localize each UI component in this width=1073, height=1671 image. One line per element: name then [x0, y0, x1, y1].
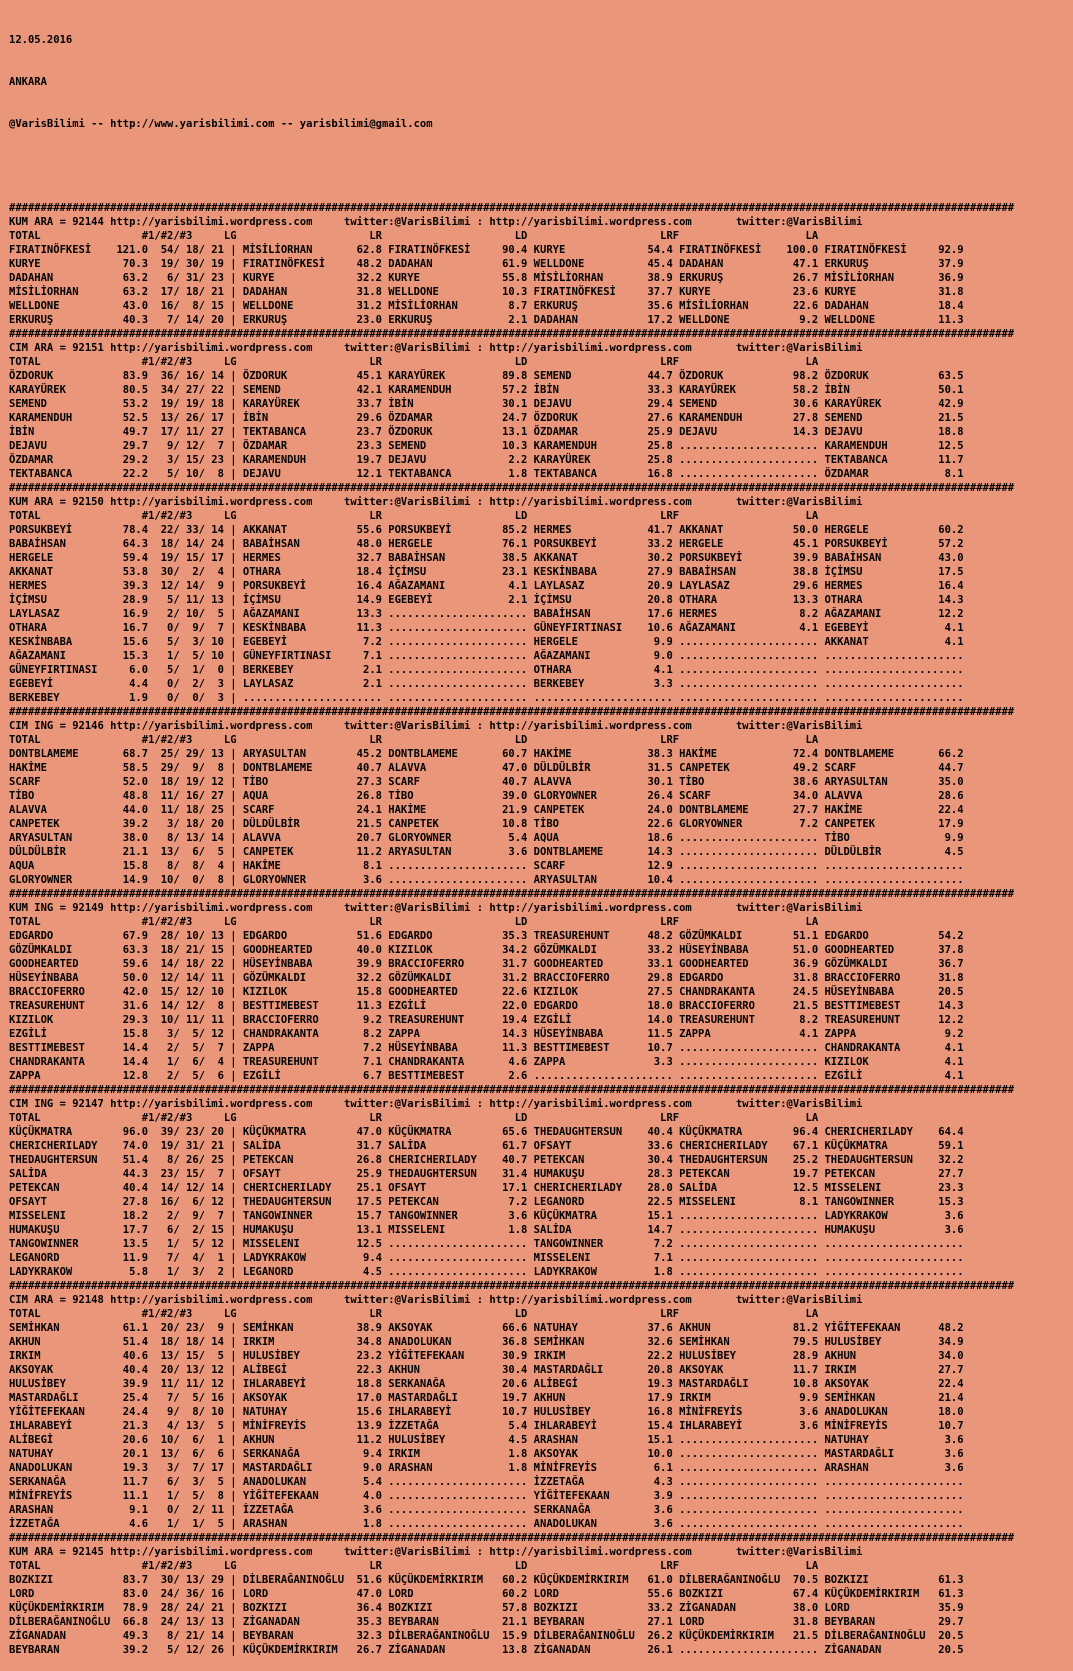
- table-row: ÖZDAMAR 29.2 3/ 15/ 23 | KARAMENDUH 19.7 DEJAVU 2.2 KARAYÜREK 25.8 ...................... TEKTABANCA 11.7: [9, 454, 964, 466]
- column-header-row: TOTAL #1/#2/#3 LG LR LD LRF LA: [9, 1112, 819, 1124]
- race-stats-document: [9, 5, 1014, 1671]
- table-row: IHLARABEYİ 21.3 4/ 13/ 5 | MİNİFREYİS 13.9 İZZETAĞA 5.4 IHLARABEYİ 15.4 IHLARABEYİ 3.6 MİNİFREYİS 10.7: [9, 1420, 964, 1432]
- table-row: ERKURUŞ 40.3 7/ 14/ 20 | ERKURUŞ 23.0 ERKURUŞ 2.1 DADAHAN 17.2 WELLDONE 9.2 WELLDONE 11.3: [9, 314, 964, 326]
- table-row: LADYKRAKOW 5.8 1/ 3/ 2 | LEGANORD 4.5 ...................... LADYKRAKOW 1.8 ...................... ......................: [9, 1266, 964, 1278]
- table-row: GÖZÜMKALDI 63.3 18/ 21/ 15 | GOODHEARTED 40.0 KIZILOK 34.2 GÖZÜMKALDI 33.2 HÜSEYİNBABA 51.0 GOODHEARTED 37.8: [9, 944, 964, 956]
- column-header-row: TOTAL #1/#2/#3 LG LR LD LRF LA: [9, 1308, 819, 1320]
- table-row: İÇİMSU 28.9 5/ 11/ 13 | İÇİMSU 14.9 EGEBEYİ 2.1 İÇİMSU 20.8 OTHARA 13.3 OTHARA 14.3: [9, 594, 964, 606]
- race-block: [9, 705, 1014, 887]
- table-row: GOODHEARTED 59.6 14/ 18/ 22 | HÜSEYİNBABA 39.9 BRACCIOFERRO 31.7 GOODHEARTED 33.1 GOODHEARTED 36.9 GÖZÜMKALDI 36.7: [9, 958, 964, 970]
- race-title-line: KUM ING = 92149 http://yarisbilimi.wordpress.com twitter:@VarisBilimi : http://yarisbilimi.wordpress.com twitter:@VarisBilimi: [9, 902, 863, 914]
- table-row: MISSELENI 18.2 2/ 9/ 7 | TANGOWINNER 15.7 TANGOWINNER 3.6 KÜÇÜKMATRA 15.1 ...................... LADYKRAKOW 3.6: [9, 1210, 964, 1222]
- race-block: [9, 327, 1014, 481]
- table-row: HERMES 39.3 12/ 14/ 9 | PORSUKBEYİ 16.4 AĞAZAMANI 4.1 LAYLASAZ 20.9 LAYLASAZ 29.6 HERMES 16.4: [9, 580, 964, 592]
- race-blocks: [9, 201, 1014, 1657]
- table-row: İZZETAĞA 4.6 1/ 1/ 5 | ARASHAN 1.8 ...................... ANADOLUKAN 3.6 ...................... ......................: [9, 1518, 964, 1530]
- race-block: [9, 201, 1014, 327]
- table-row: YİĞİTEFEKAAN 24.4 9/ 8/ 10 | NATUHAY 15.6 IHLARABEYİ 10.7 HULUSİBEY 16.8 MİNİFREYİS 3.6 ANADOLUKAN 18.0: [9, 1406, 964, 1418]
- table-row: KARAMENDUH 52.5 13/ 26/ 17 | İBİN 29.6 ÖZDAMAR 24.7 ÖZDORUK 27.6 KARAMENDUH 27.8 SEMEND 21.5: [9, 412, 964, 424]
- report-city: ANKARA: [9, 76, 47, 88]
- race-title-line: KUM ARA = 92150 http://yarisbilimi.wordpress.com twitter:@VarisBilimi : http://yarisbilimi.wordpress.com twitter:@VarisBilimi: [9, 496, 863, 508]
- race-title-line: CIM ING = 92147 http://yarisbilimi.wordpress.com twitter:@VarisBilimi : http://yarisbilimi.wordpress.com twitter:@VarisBilimi: [9, 1098, 863, 1110]
- table-row: OFSAYT 27.8 16/ 6/ 12 | THEDAUGHTERSUN 17.5 PETEKCAN 7.2 LEGANORD 22.5 MISSELENI 8.1 TANGOWINNER 15.3: [9, 1196, 964, 1208]
- table-row: NATUHAY 20.1 13/ 6/ 6 | SERKANAĞA 9.4 IRKIM 1.8 AKSOYAK 10.0 ...................... MASTARDAĞLI 3.6: [9, 1448, 964, 1460]
- table-row: TANGOWINNER 13.5 1/ 5/ 12 | MISSELENI 12.5 ...................... TANGOWINNER 7.2 ...................... ......................: [9, 1238, 964, 1250]
- table-row: SCARF 52.0 18/ 19/ 12 | TİBO 27.3 SCARF 40.7 ALAVVA 30.1 TİBO 38.6 ARYASULTAN 35.0: [9, 776, 964, 788]
- contact-line: @VarisBilimi -- http://www.yarisbilimi.com -- yarisbilimi@gmail.com: [9, 118, 433, 130]
- table-row: BEYBARAN 39.2 5/ 12/ 26 | KÜÇÜKDEMİRKIRIM 26.7 ZİGANADAN 13.8 ZİGANADAN 26.1 ...................... ZİGANADAN 20.5: [9, 1644, 964, 1656]
- table-row: KESKİNBABA 15.6 5/ 3/ 10 | EGEBEYİ 7.2 ...................... HERGELE 9.9 ...................... AKKANAT 4.1: [9, 636, 964, 648]
- table-row: ZAPPA 12.8 2/ 5/ 6 | EZGİLİ 6.7 BESTTIMEBEST 2.6 ...................... ...................... EZGİLİ 4.1: [9, 1070, 964, 1082]
- table-row: BABAİHSAN 64.3 18/ 14/ 24 | BABAİHSAN 48.0 HERGELE 76.1 PORSUKBEYİ 33.2 HERGELE 45.1 PORSUKBEYİ 57.2: [9, 538, 964, 550]
- separator-line: ###############################################################################################################################################################: [9, 328, 1015, 340]
- table-row: FIRATINÖFKESİ 121.0 54/ 18/ 21 | MİSİLİORHAN 62.8 FIRATINÖFKESİ 90.4 KURYE 54.4 FIRATINÖFKESİ 100.0 FIRATINÖFKESİ 92.9: [9, 244, 964, 256]
- race-block: [9, 1083, 1014, 1279]
- table-row: GLORYOWNER 14.9 10/ 0/ 8 | GLORYOWNER 3.6 ...................... ARYASULTAN 10.4 ...................... ......................: [9, 874, 964, 886]
- table-row: HUMAKUŞU 17.7 6/ 2/ 15 | HUMAKUŞU 13.1 MISSELENI 1.8 SALİDA 14.7 ...................... HUMAKUŞU 3.6: [9, 1224, 964, 1236]
- table-row: SERKANAĞA 11.7 6/ 3/ 5 | ANADOLUKAN 5.4 ...................... İZZETAĞA 4.3 ...................... ......................: [9, 1476, 964, 1488]
- race-title-line: CIM ING = 92146 http://yarisbilimi.wordpress.com twitter:@VarisBilimi : http://yarisbilimi.wordpress.com twitter:@VarisBilimi: [9, 720, 863, 732]
- race-title-line: CIM ARA = 92148 http://yarisbilimi.wordpress.com twitter:@VarisBilimi : http://yarisbilimi.wordpress.com twitter:@VarisBilimi: [9, 1294, 863, 1306]
- table-row: SEMEND 53.2 19/ 19/ 18 | KARAYÜREK 33.7 İBİN 30.1 DEJAVU 29.4 SEMEND 30.6 KARAYÜREK 42.9: [9, 398, 964, 410]
- table-row: İBİN 49.7 17/ 11/ 27 | TEKTABANCA 23.7 ÖZDORUK 13.1 ÖZDAMAR 25.9 DEJAVU 14.3 DEJAVU 18.8: [9, 426, 964, 438]
- table-row: CHERICHERILADY 74.0 19/ 31/ 21 | SALİDA 31.7 SALİDA 61.7 OFSAYT 33.6 CHERICHERILADY 67.1 KÜÇÜKMATRA 59.1: [9, 1140, 964, 1152]
- table-row: BOZKIZI 83.7 30/ 13/ 29 | DİLBERAĞANINOĞLU 51.6 KÜÇÜKDEMİRKIRIM 60.2 KÜÇÜKDEMİRKIRIM 61.0 DİLBERAĞANINOĞLU 70.5 BOZKIZI 61.3: [9, 1574, 964, 1586]
- table-row: AĞAZAMANI 15.3 1/ 5/ 10 | GÜNEYFIRTINASI 7.1 ...................... AĞAZAMANI 9.0 ...................... ......................: [9, 650, 964, 662]
- table-row: BRACCIOFERRO 42.0 15/ 12/ 10 | KIZILOK 15.8 GOODHEARTED 22.6 KIZILOK 27.5 CHANDRAKANTA 24.5 HÜSEYİNBABA 20.5: [9, 986, 964, 998]
- race-block: [9, 1279, 1014, 1531]
- table-row: TREASUREHUNT 31.6 14/ 12/ 8 | BESTTIMEBEST 11.3 EZGİLİ 22.0 EDGARDO 18.0 BRACCIOFERRO 21.5 BESTTIMEBEST 14.3: [9, 1000, 964, 1012]
- separator-line: ###############################################################################################################################################################: [9, 482, 1015, 494]
- table-row: EDGARDO 67.9 28/ 10/ 13 | EDGARDO 51.6 EDGARDO 35.3 TREASUREHUNT 48.2 GÖZÜMKALDI 51.1 EDGARDO 54.2: [9, 930, 964, 942]
- table-row: EZGİLİ 15.8 3/ 5/ 12 | CHANDRAKANTA 8.2 ZAPPA 14.3 HÜSEYİNBABA 11.5 ZAPPA 4.1 ZAPPA 9.2: [9, 1028, 964, 1040]
- table-row: ARYASULTAN 38.0 8/ 13/ 14 | ALAVVA 20.7 GLORYOWNER 5.4 AQUA 18.6 ...................... TİBO 9.9: [9, 832, 964, 844]
- table-row: KÜÇÜKMATRA 96.0 39/ 23/ 20 | KÜÇÜKMATRA 47.0 KÜÇÜKMATRA 65.6 THEDAUGHTERSUN 40.4 KÜÇÜKMATRA 96.4 CHERICHERILADY 64.4: [9, 1126, 964, 1138]
- table-row: PORSUKBEYİ 78.4 22/ 33/ 14 | AKKANAT 55.6 PORSUKBEYİ 85.2 HERMES 41.7 AKKANAT 50.0 HERGELE 60.2: [9, 524, 964, 536]
- table-row: IRKIM 40.6 13/ 15/ 5 | HULUSİBEY 23.2 YİĞİTEFEKAAN 30.9 IRKIM 22.2 HULUSİBEY 28.9 AKHUN 34.0: [9, 1350, 964, 1362]
- table-row: ALAVVA 44.0 11/ 18/ 25 | SCARF 24.1 HAKİME 21.9 CANPETEK 24.0 DONTBLAMEME 27.7 HAKİME 22.4: [9, 804, 964, 816]
- separator-line: ###############################################################################################################################################################: [9, 1532, 1015, 1544]
- table-row: TİBO 48.8 11/ 16/ 27 | AQUA 26.8 TİBO 39.0 GLORYOWNER 26.4 SCARF 34.0 ALAVVA 28.6: [9, 790, 964, 802]
- table-row: THEDAUGHTERSUN 51.4 8/ 26/ 25 | PETEKCAN 26.8 CHERICHERILADY 40.7 PETEKCAN 30.4 THEDAUGHTERSUN 25.2 THEDAUGHTERSUN 32.2: [9, 1154, 964, 1166]
- table-row: KARAYÜREK 80.5 34/ 27/ 22 | SEMEND 42.1 KARAMENDUH 57.2 İBİN 33.3 KARAYÜREK 58.2 İBİN 50.1: [9, 384, 964, 396]
- table-row: AQUA 15.8 8/ 8/ 4 | HAKİME 8.1 ...................... SCARF 12.9 ...................... ......................: [9, 860, 964, 872]
- race-block: [9, 481, 1014, 705]
- table-row: MASTARDAĞLI 25.4 7/ 5/ 16 | AKSOYAK 17.0 MASTARDAĞLI 19.7 AKHUN 17.9 IRKIM 9.9 SEMİHKAN 21.4: [9, 1392, 964, 1404]
- separator-line: ###############################################################################################################################################################: [9, 202, 1015, 214]
- table-row: LEGANORD 11.9 7/ 4/ 1 | LADYKRAKOW 9.4 ...................... MISSELENI 7.1 ...................... ......................: [9, 1252, 964, 1264]
- table-row: HERGELE 59.4 19/ 15/ 17 | HERMES 32.7 BABAİHSAN 38.5 AKKANAT 30.2 PORSUKBEYİ 39.9 BABAİHSAN 43.0: [9, 552, 964, 564]
- table-row: LORD 83.0 24/ 36/ 16 | LORD 47.0 LORD 60.2 LORD 55.6 BOZKIZI 67.4 KÜÇÜKDEMİRKIRIM 61.3: [9, 1588, 964, 1600]
- table-row: AKHUN 51.4 18/ 18/ 14 | IRKIM 34.8 ANADOLUKAN 36.8 SEMİHKAN 32.6 SEMİHKAN 79.5 HULUSİBEY 34.9: [9, 1336, 964, 1348]
- table-row: HÜSEYİNBABA 50.0 12/ 14/ 11 | GÖZÜMKALDI 32.2 GÖZÜMKALDI 31.2 BRACCIOFERRO 29.8 EDGARDO 31.8 BRACCIOFERRO 31.8: [9, 972, 964, 984]
- table-row: AKKANAT 53.8 30/ 2/ 4 | OTHARA 18.4 İÇİMSU 23.1 KESKİNBABA 27.9 BABAİHSAN 38.8 İÇİMSU 17.5: [9, 566, 964, 578]
- column-header-row: TOTAL #1/#2/#3 LG LR LD LRF LA: [9, 734, 819, 746]
- table-row: DİLBERAĞANINOĞLU 66.8 24/ 13/ 13 | ZİGANADAN 35.3 BEYBARAN 21.1 BEYBARAN 27.1 LORD 31.8 BEYBARAN 29.7: [9, 1616, 964, 1628]
- table-row: DONTBLAMEME 68.7 25/ 29/ 13 | ARYASULTAN 45.2 DONTBLAMEME 60.7 HAKİME 38.3 HAKİME 72.4 DONTBLAMEME 66.2: [9, 748, 964, 760]
- table-row: OTHARA 16.7 0/ 9/ 7 | KESKİNBABA 11.3 ...................... GÜNEYFIRTINASI 10.6 AĞAZAMANI 4.1 EGEBEYİ 4.1: [9, 622, 964, 634]
- table-row: DADAHAN 63.2 6/ 31/ 23 | KURYE 32.2 KURYE 55.8 MİSİLİORHAN 38.9 ERKURUŞ 26.7 MİSİLİORHAN 36.9: [9, 272, 964, 284]
- table-row: EGEBEYİ 4.4 0/ 2/ 3 | LAYLASAZ 2.1 ...................... BERKEBEY 3.3 ...................... ......................: [9, 678, 964, 690]
- race-block: [9, 887, 1014, 1083]
- table-row: TEKTABANCA 22.2 5/ 10/ 8 | DEJAVU 12.1 TEKTABANCA 1.8 TEKTABANCA 16.8 ...................... ÖZDAMAR 8.1: [9, 468, 964, 480]
- table-row: KÜÇÜKDEMİRKIRIM 78.9 28/ 24/ 21 | BOZKIZI 36.4 BOZKIZI 57.8 BOZKIZI 33.2 ZİGANADAN 38.0 LORD 35.9: [9, 1602, 964, 1614]
- table-row: CHANDRAKANTA 14.4 1/ 6/ 4 | TREASUREHUNT 7.1 CHANDRAKANTA 4.6 ZAPPA 3.3 ...................... KIZILOK 4.1: [9, 1056, 964, 1068]
- column-header-row: TOTAL #1/#2/#3 LG LR LD LRF LA: [9, 1560, 819, 1572]
- table-row: GÜNEYFIRTINASI 6.0 5/ 1/ 0 | BERKEBEY 2.1 ...................... OTHARA 4.1 ...................... ......................: [9, 664, 964, 676]
- table-row: ANADOLUKAN 19.3 3/ 7/ 17 | MASTARDAĞLI 9.0 ARASHAN 1.8 MİNİFREYİS 6.1 ...................... ARASHAN 3.6: [9, 1462, 964, 1474]
- table-row: ALİBEGİ 20.6 10/ 6/ 1 | AKHUN 11.2 HULUSİBEY 4.5 ARASHAN 15.1 ...................... NATUHAY 3.6: [9, 1434, 964, 1446]
- table-row: MİNİFREYİS 11.1 1/ 5/ 8 | YİĞİTEFEKAAN 4.0 ...................... YİĞİTEFEKAAN 3.9 ...................... ......................: [9, 1490, 964, 1502]
- table-row: PETEKCAN 40.4 14/ 12/ 14 | CHERICHERILADY 25.1 OFSAYT 17.1 CHERICHERILADY 28.0 SALİDA 12.5 MISSELENI 23.3: [9, 1182, 964, 1194]
- report-date: 12.05.2016: [9, 34, 73, 46]
- column-header-row: TOTAL #1/#2/#3 LG LR LD LRF LA: [9, 510, 819, 522]
- table-row: LAYLASAZ 16.9 2/ 10/ 5 | AĞAZAMANI 13.3 ...................... BABAİHSAN 17.6 HERMES 8.2 AĞAZAMANI 12.2: [9, 608, 964, 620]
- race-title-line: KUM ARA = 92145 http://yarisbilimi.wordpress.com twitter:@VarisBilimi : http://yarisbilimi.wordpress.com twitter:@VarisBilimi: [9, 1546, 863, 1558]
- separator-line: ###############################################################################################################################################################: [9, 888, 1015, 900]
- separator-line: ###############################################################################################################################################################: [9, 706, 1015, 718]
- table-row: DEJAVU 29.7 9/ 12/ 7 | ÖZDAMAR 23.3 SEMEND 10.3 KARAMENDUH 25.8 ...................... KARAMENDUH 12.5: [9, 440, 964, 452]
- table-row: AKSOYAK 40.4 20/ 13/ 12 | ALİBEGİ 22.3 AKHUN 30.4 MASTARDAĞLI 20.8 AKSOYAK 11.7 IRKIM 27.7: [9, 1364, 964, 1376]
- race-title-line: KUM ARA = 92144 http://yarisbilimi.wordpress.com twitter:@VarisBilimi : http://yarisbilimi.wordpress.com twitter:@VarisBilimi: [9, 216, 863, 228]
- table-row: BESTTIMEBEST 14.4 2/ 5/ 7 | ZAPPA 7.2 HÜSEYİNBABA 11.3 BESTTIMEBEST 10.7 ...................... CHANDRAKANTA 4.1: [9, 1042, 964, 1054]
- blank-line: [9, 159, 1014, 173]
- separator-line: ###############################################################################################################################################################: [9, 1084, 1015, 1096]
- column-header-row: TOTAL #1/#2/#3 LG LR LD LRF LA: [9, 916, 819, 928]
- table-row: DÜLDÜLBİR 21.1 13/ 6/ 5 | CANPETEK 11.2 ARYASULTAN 3.6 DONTBLAMEME 14.3 ...................... DÜLDÜLBİR 4.5: [9, 846, 964, 858]
- table-row: KURYE 70.3 19/ 30/ 19 | FIRATINÖFKESİ 48.2 DADAHAN 61.9 WELLDONE 45.4 DADAHAN 47.1 ERKURUŞ 37.9: [9, 258, 964, 270]
- table-row: WELLDONE 43.0 16/ 8/ 15 | WELLDONE 31.2 MİSİLİORHAN 8.7 ERKURUŞ 35.6 MİSİLİORHAN 22.6 DADAHAN 18.4: [9, 300, 964, 312]
- table-row: MİSİLİORHAN 63.2 17/ 18/ 21 | DADAHAN 31.8 WELLDONE 10.3 FIRATINÖFKESİ 37.7 KURYE 23.6 KURYE 31.8: [9, 286, 964, 298]
- table-row: CANPETEK 39.2 3/ 18/ 20 | DÜLDÜLBİR 21.5 CANPETEK 10.8 TİBO 22.6 GLORYOWNER 7.2 CANPETEK 17.9: [9, 818, 964, 830]
- table-row: HAKİME 58.5 29/ 9/ 8 | DONTBLAMEME 40.7 ALAVVA 47.0 DÜLDÜLBİR 31.5 CANPETEK 49.2 SCARF 44.7: [9, 762, 964, 774]
- column-header-row: TOTAL #1/#2/#3 LG LR LD LRF LA: [9, 356, 819, 368]
- table-row: SALİDA 44.3 23/ 15/ 7 | OFSAYT 25.9 THEDAUGHTERSUN 31.4 HUMAKUŞU 28.3 PETEKCAN 19.7 PETEKCAN 27.7: [9, 1168, 964, 1180]
- column-header-row: TOTAL #1/#2/#3 LG LR LD LRF LA: [9, 230, 819, 242]
- table-row: SEMİHKAN 61.1 20/ 23/ 9 | SEMİHKAN 38.9 AKSOYAK 66.6 NATUHAY 37.6 AKHUN 81.2 YİĞİTEFEKAAN 48.2: [9, 1322, 964, 1334]
- table-row: ZİGANADAN 49.3 8/ 21/ 14 | BEYBARAN 32.3 DİLBERAĞANINOĞLU 15.9 DİLBERAĞANINOĞLU 26.2 KÜÇÜKDEMİRKIRIM 21.5 DİLBERAĞANINOĞLU 20.5: [9, 1630, 964, 1642]
- table-row: BERKEBEY 1.9 0/ 0/ 3 | ...................... ...................... ...................... ...................... ......................: [9, 692, 964, 704]
- table-row: ARASHAN 9.1 0/ 2/ 11 | İZZETAĞA 3.6 ...................... SERKANAĞA 3.6 ...................... ......................: [9, 1504, 964, 1516]
- race-block: [9, 1531, 1014, 1657]
- table-row: ÖZDORUK 83.9 36/ 16/ 14 | ÖZDORUK 45.1 KARAYÜREK 89.8 SEMEND 44.7 ÖZDORUK 98.2 ÖZDORUK 63.5: [9, 370, 964, 382]
- race-title-line: CIM ARA = 92151 http://yarisbilimi.wordpress.com twitter:@VarisBilimi : http://yarisbilimi.wordpress.com twitter:@VarisBilimi: [9, 342, 863, 354]
- separator-line: ###############################################################################################################################################################: [9, 1280, 1015, 1292]
- table-row: KIZILOK 29.3 10/ 11/ 11 | BRACCIOFERRO 9.2 TREASUREHUNT 19.4 EZGİLİ 14.0 TREASUREHUNT 8.2 TREASUREHUNT 12.2: [9, 1014, 964, 1026]
- table-row: HULUSİBEY 39.9 11/ 11/ 12 | IHLARABEYİ 18.8 SERKANAĞA 20.6 ALİBEGİ 19.3 MASTARDAĞLI 10.8 AKSOYAK 22.4: [9, 1378, 964, 1390]
